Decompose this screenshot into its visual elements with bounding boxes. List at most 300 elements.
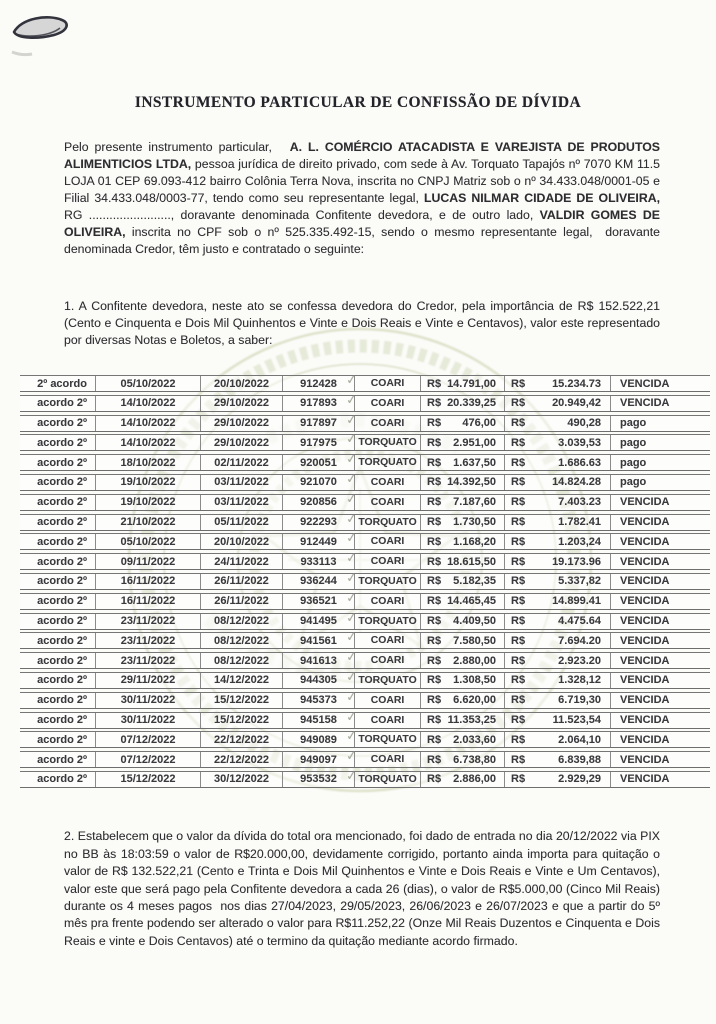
table-row [20, 510, 710, 531]
currency-symbol: R$ [511, 436, 526, 449]
check-mark-icon: ✓ [345, 609, 358, 626]
currency-symbol: R$ [427, 674, 442, 687]
corrected-amount-cell [504, 633, 610, 648]
amount-value: 11.353,25 [447, 714, 496, 727]
table-row [20, 609, 710, 630]
corrected-amount-cell [504, 653, 610, 668]
invoice-number-cell [282, 450, 358, 470]
due-date-cell: 14/12/2022 [200, 673, 282, 688]
status-cell: VENCIDA [610, 554, 710, 569]
currency-symbol: R$ [511, 555, 526, 568]
agreement-label-cell: acordo 2º [37, 555, 87, 568]
corrected-amount-cell [504, 574, 610, 589]
corrected-amount-cell [504, 495, 610, 510]
check-mark-icon: ✓ [345, 510, 358, 527]
corrected-amount-value: 1.203,24 [558, 535, 601, 548]
corrected-amount-cell [504, 732, 610, 747]
invoice-number: 922293 [300, 516, 337, 529]
branch-cell: TORQUATO [354, 772, 420, 787]
currency-symbol: R$ [511, 456, 526, 469]
agreement-label-cell: acordo 2º [37, 753, 87, 766]
issue-date-cell: 30/11/2022 [95, 693, 200, 708]
branch-cell: COARI [354, 396, 420, 411]
corrected-amount-value: 4.475.64 [558, 615, 601, 628]
corrected-amount-value: 6.839,88 [558, 753, 601, 766]
text-segment: pessoa jurídica de direito privado, com sede à Av. Torquato Tapajós nº 7070 KM 11.5 LOJA 01 CEP 69.093-412 bairro Colônia Terra Nova, inscrita no CNPJ Matriz sob o nº 34.433.048/0001-05 e Filial 34.433.048/0003-77, tendo como seu representante legal, [64, 157, 664, 206]
due-date-cell: 03/11/2022 [200, 495, 282, 510]
amount-value: 7.580,50 [453, 634, 496, 647]
amount-cell [420, 455, 504, 470]
invoice-number-cell [282, 727, 358, 747]
check-mark-icon: ✓ [345, 708, 358, 725]
status-cell: pago [610, 435, 710, 450]
invoice-number-cell [282, 688, 358, 708]
invoice-number-cell [282, 430, 358, 450]
corrected-amount-cell [504, 376, 610, 391]
amount-value: 14.791,00 [447, 377, 496, 390]
invoice-number: 933113 [300, 555, 337, 568]
amount-value: 2.033,60 [453, 733, 496, 746]
corrected-amount-value: 490,28 [567, 417, 601, 430]
text-segment: VALDIR GOMES DE OLIVEIRA, [64, 208, 664, 240]
corrected-amount-value: 14.899.41 [552, 595, 601, 608]
agreement-label-cell: acordo 2º [37, 733, 87, 746]
due-date-cell: 15/12/2022 [200, 713, 282, 728]
agreement-label-cell: acordo 2º [37, 654, 87, 667]
issue-date-cell: 19/10/2022 [95, 495, 200, 510]
invoice-number-cell [282, 371, 358, 391]
corrected-amount-value: 3.039,53 [558, 436, 601, 449]
check-mark-icon: ✓ [345, 668, 358, 685]
amount-value: 20.339,25 [447, 397, 496, 410]
corrected-amount-value: 14.824.28 [552, 476, 601, 489]
issue-date-cell: 23/11/2022 [95, 614, 200, 629]
corrected-amount-value: 7.694.20 [558, 634, 601, 647]
due-date-cell: 02/11/2022 [200, 455, 282, 470]
branch-cell: TORQUATO [354, 435, 420, 450]
corrected-amount-value: 2.064,10 [558, 733, 601, 746]
amount-cell [420, 713, 504, 728]
status-cell: VENCIDA [610, 732, 710, 747]
branch-cell: COARI [354, 633, 420, 648]
invoice-number: 917897 [300, 417, 337, 430]
agreement-label-cell: acordo 2º [37, 595, 87, 608]
agreement-label-cell: acordo 2º [37, 714, 87, 727]
invoice-number-cell [282, 747, 358, 767]
table-row [20, 411, 710, 432]
due-date-cell: 26/11/2022 [200, 594, 282, 609]
clause-2-paragraph: 2. Estabelecem que o valor da dívida do total ora mencionado, foi dado de entrada no dia 20/12/2022 via PIX no BB às 18:03:59 o valor de R$20.000,00, devidamente corrigido, portanto ainda importa para quitação o valor de R$ 132.522,21 (Cento e Trinta e Dois Mil Quinhentos e Vinte e Dois Reais e Vinte e Um Centavos), valor este que será pago pela Confitente devedora a cada 26 (dias), o valor de R$5.000,00 (Cinco Mil Reais) durante os 4 meses pagos nos dias 27/04/2023, 29/05/2023, 26/06/2023 e 26/07/2023 e que a partir do 5º mês pra frente podendo ser alterado o valor para R$11.252,22 (Onze Mil Reais Duzentos e Cinquenta e Dois Reais e vinte e Dois Centavos) até o termino da quitação mediante acordo firmado. [64, 829, 664, 948]
due-date-cell: 20/10/2022 [200, 534, 282, 549]
document-title: INSTRUMENTO PARTICULAR DE CONFISSÃO DE DÍVIDA [134, 94, 582, 112]
amount-cell [420, 534, 504, 549]
currency-symbol: R$ [427, 555, 442, 568]
corrected-amount-value: 2.929,29 [558, 773, 601, 786]
check-mark-icon: ✓ [345, 727, 358, 744]
amount-value: 6.738,80 [453, 753, 496, 766]
text-segment: inscrita no CPF sob o nº 525.335.492-15, sendo o mesmo representante legal, doravante denominada Credor, têm justo e contratado o seguinte: [64, 225, 664, 257]
branch-cell: COARI [354, 653, 420, 668]
table-row [20, 430, 710, 451]
agreement-label-cell: acordo 2º [37, 397, 87, 410]
agreement-label-cell: acordo 2º [37, 575, 87, 588]
corrected-amount-cell [504, 673, 610, 688]
text-segment: LUCAS NILMAR CIDADE DE OLIVEIRA, [423, 191, 661, 206]
currency-symbol: R$ [511, 733, 526, 746]
check-mark-icon: ✓ [345, 529, 358, 546]
amount-value: 1.637,50 [453, 456, 496, 469]
issue-date-cell: 29/11/2022 [95, 673, 200, 688]
invoice-number: 936521 [300, 595, 337, 608]
table-row [20, 529, 710, 550]
amount-cell [420, 633, 504, 648]
amount-value: 1.730,50 [453, 516, 496, 529]
corrected-amount-cell [504, 475, 610, 490]
check-mark-icon: ✓ [345, 411, 358, 428]
corrected-amount-cell [504, 713, 610, 728]
amount-cell [420, 772, 504, 787]
corrected-amount-cell [504, 594, 610, 609]
currency-symbol: R$ [511, 595, 526, 608]
corrected-amount-cell [504, 554, 610, 569]
status-cell: VENCIDA [610, 693, 710, 708]
corrected-amount-cell [504, 515, 610, 530]
invoice-number: 912428 [300, 377, 337, 390]
pen-scribble-mark [8, 10, 88, 60]
invoice-number: 917893 [300, 397, 337, 410]
branch-cell: TORQUATO [354, 614, 420, 629]
due-date-cell: 26/11/2022 [200, 574, 282, 589]
corrected-amount-value: 19.173.96 [552, 555, 601, 568]
table-row [20, 688, 710, 709]
status-cell: VENCIDA [610, 396, 710, 411]
amount-value: 2.951,00 [453, 436, 496, 449]
agreement-label-cell: acordo 2º [37, 516, 87, 529]
due-date-cell: 29/10/2022 [200, 396, 282, 411]
status-cell: VENCIDA [610, 673, 710, 688]
invoice-number: 945158 [300, 714, 337, 727]
agreement-label-cell: acordo 2º [37, 674, 87, 687]
due-date-cell: 05/11/2022 [200, 515, 282, 530]
corrected-amount-value: 7.403.23 [558, 496, 601, 509]
corrected-amount-cell [504, 435, 610, 450]
due-date-cell: 03/11/2022 [200, 475, 282, 490]
currency-symbol: R$ [427, 654, 442, 667]
issue-date-cell: 23/11/2022 [95, 633, 200, 648]
amount-value: 1.168,20 [453, 535, 496, 548]
corrected-amount-value: 15.234.73 [552, 377, 601, 390]
currency-symbol: R$ [511, 674, 526, 687]
invoice-number: 917975 [300, 436, 337, 449]
amount-cell [420, 475, 504, 490]
branch-cell: COARI [354, 713, 420, 728]
branch-cell: COARI [354, 495, 420, 510]
currency-symbol: R$ [427, 377, 442, 390]
amount-cell [420, 495, 504, 510]
corrected-amount-value: 1.328,12 [558, 674, 601, 687]
currency-symbol: R$ [427, 714, 442, 727]
amount-value: 1.308,50 [453, 674, 496, 687]
currency-symbol: R$ [511, 516, 526, 529]
table-row [20, 648, 710, 669]
currency-symbol: R$ [511, 714, 526, 727]
issue-date-cell: 07/12/2022 [95, 752, 200, 767]
issue-date-cell: 23/11/2022 [95, 653, 200, 668]
issue-date-cell: 05/10/2022 [95, 376, 200, 391]
status-cell: VENCIDA [610, 633, 710, 648]
branch-cell: TORQUATO [354, 574, 420, 589]
issue-date-cell: 16/11/2022 [95, 594, 200, 609]
currency-symbol: R$ [511, 496, 526, 509]
issue-date-cell: 14/10/2022 [95, 396, 200, 411]
due-date-cell: 29/10/2022 [200, 416, 282, 431]
corrected-amount-cell [504, 614, 610, 629]
due-date-cell: 22/12/2022 [200, 752, 282, 767]
invoice-number: 912449 [300, 535, 337, 548]
check-mark-icon: ✓ [345, 430, 358, 447]
currency-symbol: R$ [427, 397, 442, 410]
status-cell: VENCIDA [610, 574, 710, 589]
corrected-amount-value: 20.949,42 [552, 397, 601, 410]
currency-symbol: R$ [511, 476, 526, 489]
amount-cell [420, 515, 504, 530]
corrected-amount-cell [504, 416, 610, 431]
issue-date-cell: 09/11/2022 [95, 554, 200, 569]
clause-1-paragraph: 1. A Confitente devedora, neste ato se confessa devedora do Credor, pela importância de R$ 152.522,21 (Cento e Cinquenta e Dois Mil Quinhentos e Vinte e Dois Reais e Vinte e Centavos), valor este representado por diversas Notas e Boletos, a saber: [64, 299, 664, 348]
due-date-cell: 24/11/2022 [200, 554, 282, 569]
currency-symbol: R$ [427, 535, 442, 548]
currency-symbol: R$ [427, 753, 442, 766]
corrected-amount-cell [504, 455, 610, 470]
agreement-label-cell: acordo 2º [37, 496, 87, 509]
amount-value: 5.182,35 [453, 575, 496, 588]
currency-symbol: R$ [511, 773, 526, 786]
status-cell: VENCIDA [610, 752, 710, 767]
invoice-number-cell [282, 549, 358, 569]
amount-cell [420, 416, 504, 431]
currency-symbol: R$ [427, 694, 442, 707]
currency-symbol: R$ [427, 773, 442, 786]
amount-cell [420, 376, 504, 391]
issue-date-cell: 14/10/2022 [95, 435, 200, 450]
text-segment: Pelo presente instrumento particular, [64, 140, 290, 155]
invoice-number-cell [282, 609, 358, 629]
amount-cell [420, 574, 504, 589]
invoice-number: 941561 [300, 634, 337, 647]
table-row [20, 371, 710, 392]
currency-symbol: R$ [511, 753, 526, 766]
amount-value: 7.187,60 [453, 496, 496, 509]
invoice-number: 945373 [300, 694, 337, 707]
corrected-amount-value: 2.923.20 [558, 654, 601, 667]
table-row [20, 589, 710, 610]
corrected-amount-cell [504, 752, 610, 767]
corrected-amount-value: 11.523,54 [552, 714, 601, 727]
due-date-cell: 08/12/2022 [200, 614, 282, 629]
branch-cell: COARI [354, 376, 420, 391]
amount-cell [420, 673, 504, 688]
invoice-number-cell [282, 470, 358, 490]
amount-value: 2.880,00 [453, 654, 496, 667]
issue-date-cell: 15/12/2022 [95, 772, 200, 787]
status-cell: pago [610, 455, 710, 470]
agreement-label-cell: acordo 2º [37, 694, 87, 707]
corrected-amount-value: 6.719,30 [558, 694, 601, 707]
table-row [20, 767, 710, 788]
table-row [20, 747, 710, 768]
table-row [20, 470, 710, 491]
amount-value: 4.409,50 [453, 615, 496, 628]
check-mark-icon: ✓ [345, 589, 358, 606]
invoice-number: 941495 [300, 615, 337, 628]
branch-cell: TORQUATO [354, 455, 420, 470]
table-row [20, 727, 710, 748]
amount-value: 6.620,00 [453, 694, 496, 707]
amount-value: 18.615,50 [447, 555, 496, 568]
agreement-label-cell: acordo 2º [37, 476, 87, 489]
issue-date-cell: 16/11/2022 [95, 574, 200, 589]
invoice-number: 949097 [300, 753, 337, 766]
amount-value: 476,00 [462, 417, 496, 430]
table-row [20, 628, 710, 649]
check-mark-icon: ✓ [345, 450, 358, 467]
corrected-amount-value: 5.337,82 [558, 575, 601, 588]
currency-symbol: R$ [427, 733, 442, 746]
due-date-cell: 30/12/2022 [200, 772, 282, 787]
check-mark-icon: ✓ [345, 747, 358, 764]
issue-date-cell: 19/10/2022 [95, 475, 200, 490]
table-row [20, 490, 710, 511]
due-date-cell: 20/10/2022 [200, 376, 282, 391]
corrected-amount-value: 1.782.41 [558, 516, 601, 529]
check-mark-icon: ✓ [345, 470, 358, 487]
invoice-number-cell [282, 529, 358, 549]
branch-cell: COARI [354, 475, 420, 490]
currency-symbol: R$ [427, 436, 442, 449]
currency-symbol: R$ [427, 496, 442, 509]
issue-date-cell: 14/10/2022 [95, 416, 200, 431]
agreement-label-cell: acordo 2º [37, 535, 87, 548]
corrected-amount-cell [504, 396, 610, 411]
amount-value: 2.886,00 [453, 773, 496, 786]
text-segment: RG ........................, doravante denominada Confitente devedora, e de outro lado, [64, 191, 664, 223]
check-mark-icon: ✓ [345, 549, 358, 566]
status-cell: VENCIDA [610, 614, 710, 629]
branch-cell: TORQUATO [354, 732, 420, 747]
agreement-label-cell: acordo 2º [37, 436, 87, 449]
table-row [20, 391, 710, 412]
invoice-number-cell [282, 589, 358, 609]
invoice-number: 936244 [300, 575, 337, 588]
invoice-number-cell [282, 648, 358, 668]
agreement-label-cell: 2º acordo [37, 377, 87, 390]
agreement-label-cell: acordo 2º [37, 456, 87, 469]
table-row [20, 668, 710, 689]
issue-date-cell: 18/10/2022 [95, 455, 200, 470]
currency-symbol: R$ [427, 417, 442, 430]
invoice-number-cell [282, 490, 358, 510]
currency-symbol: R$ [427, 634, 442, 647]
status-cell: VENCIDA [610, 653, 710, 668]
branch-cell: TORQUATO [354, 673, 420, 688]
amount-cell [420, 396, 504, 411]
status-cell: pago [610, 416, 710, 431]
due-date-cell: 08/12/2022 [200, 653, 282, 668]
corrected-amount-cell [504, 772, 610, 787]
currency-symbol: R$ [511, 575, 526, 588]
corrected-amount-value: 1.686.63 [558, 456, 601, 469]
issue-date-cell: 07/12/2022 [95, 732, 200, 747]
currency-symbol: R$ [511, 634, 526, 647]
branch-cell: COARI [354, 534, 420, 549]
amount-cell [420, 653, 504, 668]
status-cell: pago [610, 475, 710, 490]
check-mark-icon: ✓ [345, 767, 358, 784]
status-cell: VENCIDA [610, 515, 710, 530]
amount-cell [420, 752, 504, 767]
table-row [20, 569, 710, 590]
check-mark-icon: ✓ [345, 391, 358, 408]
due-date-cell: 29/10/2022 [200, 435, 282, 450]
currency-symbol: R$ [511, 417, 526, 430]
currency-symbol: R$ [427, 575, 442, 588]
branch-cell: TORQUATO [354, 515, 420, 530]
corrected-amount-cell [504, 534, 610, 549]
currency-symbol: R$ [427, 456, 442, 469]
currency-symbol: R$ [427, 615, 442, 628]
amount-cell [420, 614, 504, 629]
invoice-number-cell [282, 391, 358, 411]
branch-cell: COARI [354, 554, 420, 569]
invoice-number: 921070 [300, 476, 337, 489]
issue-date-cell: 30/11/2022 [95, 713, 200, 728]
branch-cell: COARI [354, 416, 420, 431]
agreement-label-cell: acordo 2º [37, 634, 87, 647]
check-mark-icon: ✓ [345, 371, 358, 388]
invoice-number-cell [282, 668, 358, 688]
currency-symbol: R$ [427, 516, 442, 529]
check-mark-icon: ✓ [345, 648, 358, 665]
amount-cell [420, 594, 504, 609]
check-mark-icon: ✓ [345, 569, 358, 586]
invoice-number-cell [282, 767, 358, 787]
status-cell: VENCIDA [610, 376, 710, 391]
table-row [20, 549, 710, 570]
branch-cell: COARI [354, 752, 420, 767]
currency-symbol: R$ [511, 535, 526, 548]
amount-value: 14.392,50 [447, 476, 496, 489]
invoice-number-cell [282, 708, 358, 728]
status-cell: VENCIDA [610, 594, 710, 609]
text-segment: A. L. COMÉRCIO ATACADISTA E VAREJISTA DE PRODUTOS ALIMENTICIOS LTDA, [64, 140, 663, 172]
invoice-number: 944305 [300, 674, 337, 687]
amount-value: 14.465,45 [447, 595, 496, 608]
invoice-number-cell [282, 628, 358, 648]
corrected-amount-cell [504, 693, 610, 708]
currency-symbol: R$ [511, 397, 526, 410]
due-date-cell: 08/12/2022 [200, 633, 282, 648]
branch-cell: COARI [354, 693, 420, 708]
table-row [20, 708, 710, 729]
amount-cell [420, 732, 504, 747]
currency-symbol: R$ [427, 595, 442, 608]
agreement-label-cell: acordo 2º [37, 417, 87, 430]
invoice-number-cell [282, 411, 358, 431]
currency-symbol: R$ [511, 694, 526, 707]
invoice-number: 920856 [300, 496, 337, 509]
amount-cell [420, 554, 504, 569]
invoice-number-cell [282, 510, 358, 530]
